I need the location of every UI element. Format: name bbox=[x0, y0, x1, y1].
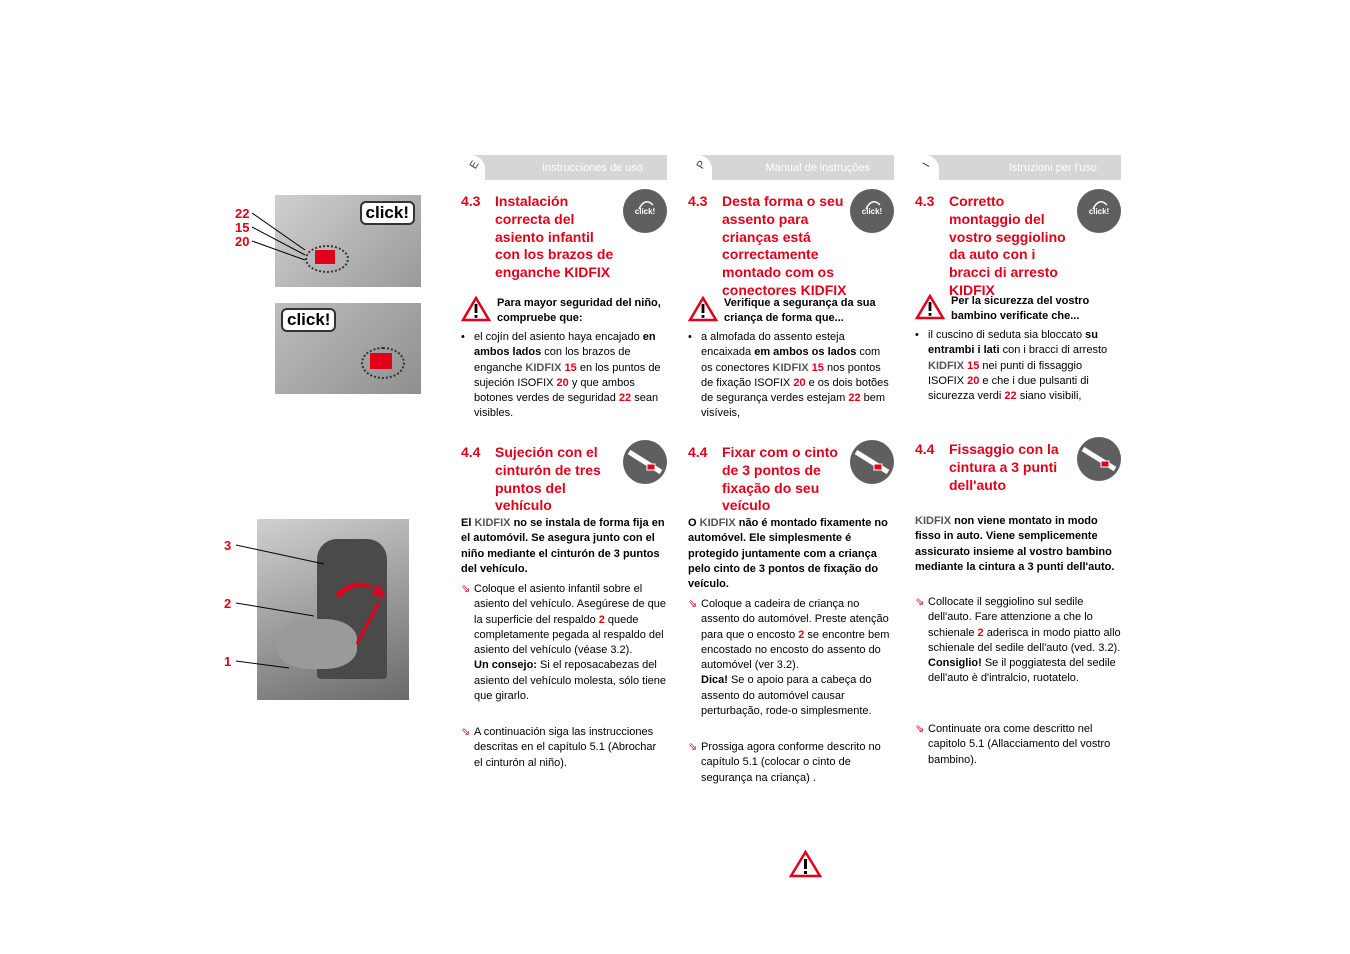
column-i bbox=[915, 155, 1121, 766]
warning-text: Verifique a segurança da sua criança de forma que... bbox=[724, 297, 876, 325]
section-header-bar bbox=[915, 155, 1121, 180]
warning-text: Per la sicurezza del vostro bambino verificate che... bbox=[951, 295, 1090, 323]
leader-lines-top bbox=[250, 205, 310, 265]
instruction-step-1: ⇘ Coloque el asiento infantil sobre el asiento del vehículo. Asegúrese de que la superficie del respaldo 2 quede completamente pegada al respaldo del asiento del vehículo (véase 3.2). Un consejo: Si el reposacabezas del asiento del vehículo molesta, sólo tiene que girarlo. bbox=[461, 583, 667, 703]
step-arrow-icon: ⇘ bbox=[461, 726, 471, 738]
section-number: 4.3 bbox=[461, 193, 481, 209]
instruction-step-2: ⇘ Continuate ora come descritto nel capitolo 5.1 (Allacciamento del vostro bambino). bbox=[915, 723, 1111, 766]
click-badge-icon: click! bbox=[1077, 189, 1121, 233]
column-e bbox=[461, 155, 667, 769]
step-arrow-icon: ⇘ bbox=[461, 583, 471, 595]
language-letter: P bbox=[694, 158, 709, 172]
header-title: Istruzioni per l'uso bbox=[1008, 162, 1097, 174]
warning-icon bbox=[461, 296, 491, 322]
click-badge-icon: click! bbox=[623, 189, 667, 233]
instruction-step-1: ⇘ Coloque a cadeira de criança no assento do automóvel. Preste atenção para que o encosto 2 se encontre bem encostado no encosto do assento do automóvel (ver 3.2). Dica! Se o apoio para a cabeça do assento do automóvel causar perturbação, rode-o simplesmente. bbox=[688, 598, 890, 718]
step-arrow-icon: ⇘ bbox=[688, 741, 698, 753]
header-title: Instrucciones de uso bbox=[542, 162, 643, 174]
warning-icon bbox=[915, 294, 945, 320]
warning-icon bbox=[688, 296, 718, 322]
step-arrow-icon: ⇘ bbox=[915, 596, 925, 608]
label-1: 1 bbox=[224, 654, 232, 669]
check-list-item: • el cojín del asiento haya encajado en ambos lados con los brazos de enganche KIDFIX 15 en los puntos de sujeción ISOFIX 20 y que ambos botones verdes de seguridad 22 sean visibles. bbox=[461, 331, 661, 420]
label-15: 15 bbox=[235, 220, 250, 235]
click-badge-icon: click! bbox=[850, 189, 894, 233]
section-number: 4.4 bbox=[915, 441, 935, 457]
check-list-item: • il cuscino di seduta sia bloccato su entrambi i lati con i bracci di arresto KIDFIX 15 nei punti di fissaggio ISOFIX 20 e che i due pulsanti di sicurezza verdi 22 siano visibili, bbox=[915, 329, 1108, 403]
warning-text: Para mayor seguridad del niño, compruebe que: bbox=[497, 297, 661, 325]
seatbelt-icon bbox=[1077, 437, 1121, 481]
language-letter: I bbox=[920, 160, 933, 170]
section-header-bar bbox=[688, 155, 894, 180]
section-title: Sujeción con el cinturón de tres puntos del vehículo bbox=[495, 444, 601, 514]
section-number: 4.3 bbox=[915, 193, 935, 209]
section-intro: El KIDFIX no se instala de forma fija en el automóvil. Se asegura junto con el niño mediante el cinturón de 3 puntos del vehículo. bbox=[461, 517, 665, 575]
seatbelt-icon bbox=[623, 440, 667, 484]
column-p bbox=[688, 155, 894, 784]
label-22: 22 bbox=[235, 206, 250, 221]
section-number: 4.4 bbox=[461, 444, 481, 460]
step-arrow-icon: ⇘ bbox=[915, 723, 925, 735]
click-label-middle: click! bbox=[281, 308, 336, 332]
warning-icon-bottom bbox=[789, 850, 822, 878]
language-letter: E bbox=[467, 158, 482, 172]
section-title: Corretto montaggio del vostro seggiolino da auto con i bracci di arresto KIDFIX bbox=[949, 193, 1066, 298]
section-header-bar bbox=[461, 155, 667, 180]
label-3: 3 bbox=[224, 538, 232, 553]
section-intro: O KIDFIX não é montado fixamente no automóvel. Ele simplesmente é protegido juntamente com a criança pelo cinto de 3 pontos de fixação do veículo. bbox=[688, 517, 888, 591]
seatbelt-icon bbox=[850, 440, 894, 484]
instruction-step-2: ⇘ A continuación siga las instrucciones descritas en el capítulo 5.1 (Abrochar el cinturón al niño). bbox=[461, 726, 657, 769]
section-number: 4.4 bbox=[688, 444, 708, 460]
section-title: Desta forma o seu assento para crianças está correctamente montado com os conectores KIDFIX bbox=[722, 193, 847, 298]
step-arrow-icon: ⇘ bbox=[688, 598, 698, 610]
section-title: Instalación correcta del asiento infantil con los brazos de enganche KIDFIX bbox=[495, 193, 614, 281]
leader-lines-seat bbox=[234, 540, 334, 675]
illustration-middle bbox=[275, 303, 421, 394]
label-2: 2 bbox=[224, 596, 232, 611]
section-title: Fissaggio con la cintura a 3 punti dell'auto bbox=[949, 441, 1059, 493]
section-intro: KIDFIX non viene montato in modo fisso in auto. Viene semplicemente assicurato insieme al vostro bambino mediante la cintura a 3 punti dell'auto. bbox=[915, 515, 1115, 573]
header-title: Manual de instruções bbox=[765, 162, 870, 174]
label-20: 20 bbox=[235, 234, 250, 249]
instruction-step-1: ⇘ Collocate il seggiolino sul sedile dell'auto. Fare attenzione a che lo schienale 2 aderisca in modo piatto allo schienale del sedile dell'auto (ved. 3.2). Consiglio! Se il poggiatesta del sedile dell'auto è d'intralcio, ruotatelo. bbox=[915, 596, 1121, 685]
check-list-item: • a almofada do assento esteja encaixada em ambos os lados com os conectores KIDFIX 15 nos pontos de fixação ISOFIX 20 e os dois botões de segurança verdes estejam 22 bem visíveis, bbox=[688, 331, 889, 420]
instruction-step-2: ⇘ Prossiga agora conforme descrito no capítulo 5.1 (colocar o cinto de segurança na criança) . bbox=[688, 741, 881, 784]
click-label-top: click! bbox=[360, 201, 415, 225]
section-title: Fixar com o cinto de 3 pontos de fixação do seu veículo bbox=[722, 444, 838, 514]
section-number: 4.3 bbox=[688, 193, 708, 209]
